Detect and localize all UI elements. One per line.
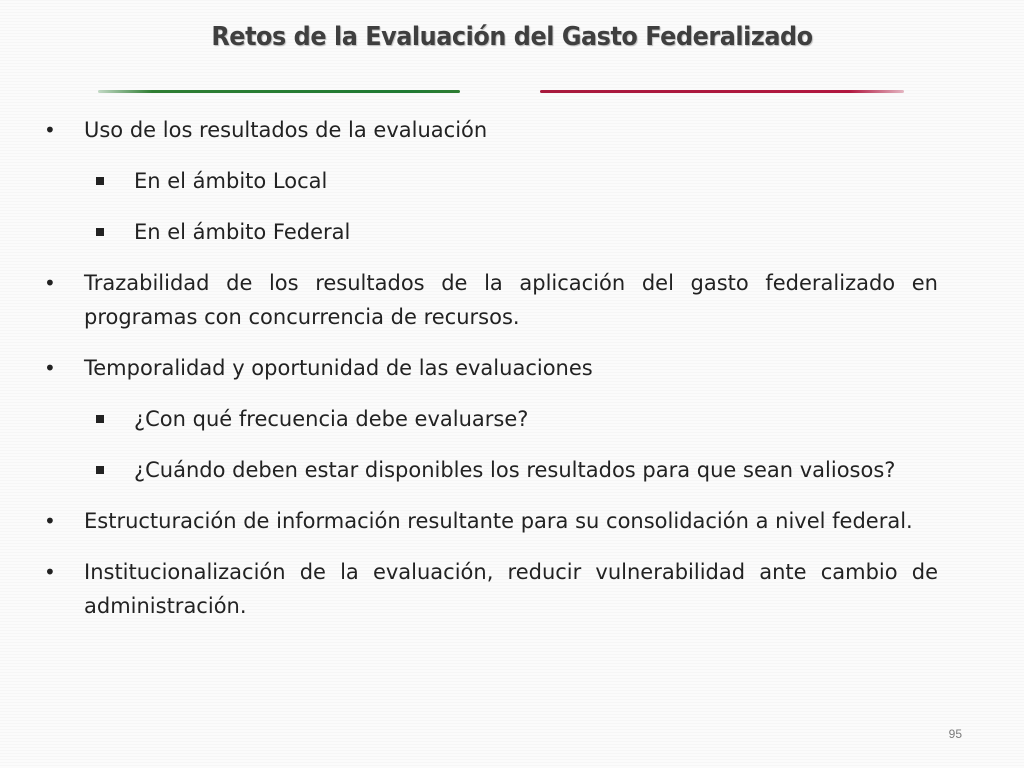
- square-bullet-icon: [96, 177, 104, 185]
- red-divider: [540, 90, 904, 93]
- square-bullet-icon: [96, 228, 104, 236]
- round-bullet-icon: •: [44, 560, 56, 584]
- list-item: [40, 113, 938, 147]
- slide-title: Retos de la Evaluación del Gasto Federalizado: [211, 22, 813, 52]
- sub-list-item: [40, 453, 938, 487]
- list-item-text: En el ámbito Local: [134, 169, 328, 193]
- list-item: [40, 504, 938, 538]
- sub-list-item: [40, 164, 938, 198]
- page-number: 95: [948, 727, 962, 741]
- list-item-text: Estructuración de información resultante para su consolidación a nivel federal.: [84, 509, 913, 533]
- round-bullet-icon: •: [44, 271, 56, 295]
- list-item-text: Institucionalización de la evaluación, reducir vulnerabilidad ante cambio de administración.: [84, 560, 938, 618]
- list-item-text: En el ámbito Federal: [134, 220, 351, 244]
- list-item: [40, 351, 938, 385]
- list-item-text: Temporalidad y oportunidad de las evaluaciones: [84, 356, 593, 380]
- round-bullet-icon: •: [44, 118, 56, 142]
- green-divider: [98, 90, 460, 93]
- list-item-text: Trazabilidad de los resultados de la aplicación del gasto federalizado en programas con concurrencia de recursos.: [84, 271, 938, 329]
- round-bullet-icon: •: [44, 356, 56, 380]
- list-item-text: ¿Cuándo deben estar disponibles los resultados para que sean valiosos?: [134, 458, 896, 482]
- list-item-text: Uso de los resultados de la evaluación: [84, 118, 488, 142]
- list-item: [40, 555, 938, 623]
- square-bullet-icon: [96, 466, 104, 474]
- list-item: [40, 266, 938, 334]
- sub-list-item: [40, 402, 938, 436]
- round-bullet-icon: •: [44, 509, 56, 533]
- list-item-text: ¿Con qué frecuencia debe evaluarse?: [134, 407, 529, 431]
- bullet-list: [40, 113, 938, 640]
- sub-list-item: [40, 215, 938, 249]
- square-bullet-icon: [96, 415, 104, 423]
